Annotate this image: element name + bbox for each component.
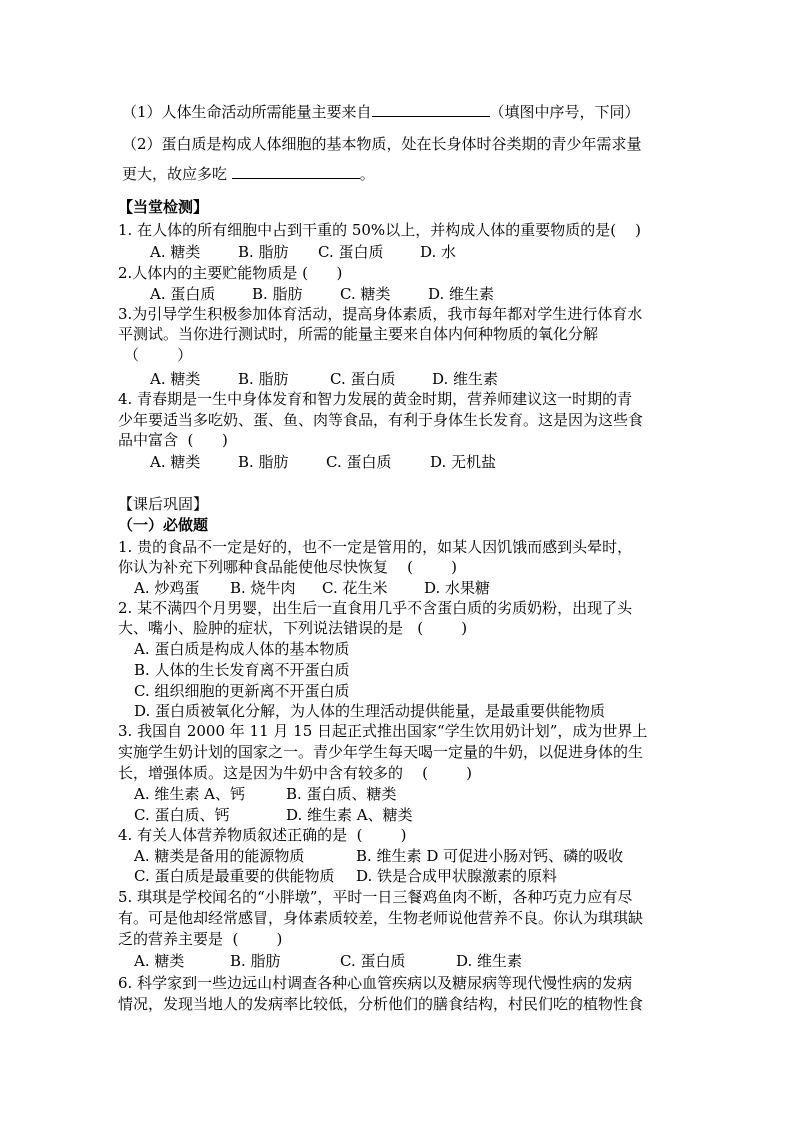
intro-q2-suffix: 。 bbox=[359, 165, 375, 183]
question-text: 实施学生奶计划的国家之一。青少年学生每天喝一定量的牛奶，以促进身体的生 bbox=[118, 743, 644, 761]
question-text: 情况，发现当地人的发病率比较低，分析他们的膳食结构，村民们吃的植物性食 bbox=[118, 995, 644, 1013]
question-text: 品中富含 ( ) bbox=[118, 431, 228, 449]
option-b: B. 蛋白质、糖类 bbox=[286, 785, 397, 803]
question-text: 大、嘴小、脸肿的症状，下列说法错误的是 ( ) bbox=[118, 619, 468, 637]
option-b: B. 脂肪 bbox=[238, 453, 289, 471]
section-heading-class-check: 【当堂检测】 bbox=[118, 198, 209, 216]
question-text: 4. 有关人体营养物质叙述正确的是 ( ) bbox=[118, 826, 407, 844]
option-d: D. 维生素 bbox=[428, 285, 495, 303]
question-text: 2. 某不满四个月男婴，出生后一直食用几乎不含蛋白质的劣质奶粉，出现了头 bbox=[118, 599, 633, 617]
question-text: 有。可是他却经常感冒，身体素质较差，生物老师说他营养不良。你认为琪琪缺 bbox=[118, 909, 644, 927]
option-c: C. 花生米 bbox=[322, 579, 388, 597]
option-b: B. 维生素 D 可促进小肠对钙、磷的吸收 bbox=[356, 847, 624, 865]
option-b: B. 烧牛肉 bbox=[230, 579, 296, 597]
answer-blank[interactable] bbox=[232, 164, 360, 179]
option-a: A. 糖类 bbox=[150, 370, 201, 388]
question-text: 平测试。当你进行测试时，所需的能量主要来自体内何种物质的氧化分解 bbox=[118, 325, 599, 343]
option-d: D. 维生素 bbox=[456, 952, 523, 970]
option-a: A. 糖类是备用的能源物质 bbox=[134, 847, 305, 865]
question-text: 1. 贵的食品不一定是好的，也不一定是管用的，如某人因饥饿而感到头晕时， bbox=[118, 538, 633, 556]
option-c: C. 蛋白质 bbox=[318, 243, 384, 261]
option-c: C. 蛋白质 bbox=[330, 370, 396, 388]
intro-q2-line2 bbox=[122, 164, 375, 184]
option-a: A. 蛋白质 bbox=[150, 285, 216, 303]
question-text: 1. 在人体的所有细胞中占到干重的 50%以上，并构成人体的重要物质的是( ) bbox=[118, 221, 641, 239]
intro-q1-text: （1）人体生命活动所需能量主要来自 bbox=[122, 103, 372, 121]
option-a: A. 炒鸡蛋 bbox=[134, 579, 200, 597]
intro-q2-text: 更大，故应多吃 bbox=[122, 165, 232, 183]
option-c: C. 蛋白质是最重要的供能物质 bbox=[134, 867, 335, 885]
section-heading-after-class: 【课后巩固】 bbox=[118, 495, 209, 513]
question-text: 3. 我国自 2000 年 11 月 15 日起正式推出国家“学生饮用奶计划”，成为世界上 bbox=[118, 722, 648, 740]
question-text: 长，增强体质。这是因为牛奶中含有较多的 ( ) bbox=[118, 764, 472, 782]
option-d: D. 维生素 A、糖类 bbox=[286, 806, 413, 824]
question-text: 6. 科学家到一些边远山村调查各种心血管疾病以及糖尿病等现代慢性病的发病 bbox=[118, 974, 633, 992]
option-a: A. 蛋白质是构成人体的基本物质 bbox=[134, 640, 350, 658]
option-b: B. 脂肪 bbox=[252, 285, 303, 303]
question-text: 5. 琪琪是学校闻名的“小胖墩”，平时一日三餐鸡鱼肉不断，各种巧克力应有尽 bbox=[118, 888, 633, 906]
option-b: B. 脂肪 bbox=[238, 370, 289, 388]
option-d: D. 蛋白质被氧化分解，为人体的生理活动提供能量，是最重要供能物质 bbox=[134, 702, 606, 720]
option-c: C. 蛋白质、钙 bbox=[134, 806, 230, 824]
question-text: （ ） bbox=[124, 346, 193, 364]
option-d: D. 水果糖 bbox=[424, 579, 491, 597]
option-b: B. 脂肪 bbox=[230, 952, 281, 970]
option-a: A. 维生素 A、钙 bbox=[134, 785, 245, 803]
question-text: 3.为引导学生积极参加体育活动，提高身体素质，我市每年都对学生进行体育水 bbox=[118, 305, 643, 323]
question-text: 你认为补充下列哪种食品能使他尽快恢复 ( ) bbox=[118, 558, 457, 576]
option-c: C. 糖类 bbox=[340, 285, 391, 303]
question-text: 2.人体内的主要贮能物质是 ( ) bbox=[118, 264, 343, 282]
intro-q2-line1: （2）蛋白质是构成人体细胞的基本物质，处在长身体时谷类期的青少年需求量 bbox=[122, 135, 642, 153]
answer-blank[interactable] bbox=[372, 102, 490, 117]
option-a: A. 糖类 bbox=[134, 952, 185, 970]
option-a: A. 糖类 bbox=[150, 453, 201, 471]
option-c: C. 组织细胞的更新离不开蛋白质 bbox=[134, 682, 350, 700]
intro-q1-suffix: （填图中序号，下同） bbox=[489, 103, 640, 121]
question-text: 乏的营养主要是 ( ) bbox=[118, 930, 283, 948]
option-b: B. 脂肪 bbox=[238, 243, 289, 261]
subheading-required: （一）必做题 bbox=[118, 516, 209, 534]
option-a: A. 糖类 bbox=[150, 243, 201, 261]
option-d: D. 维生素 bbox=[432, 370, 499, 388]
option-c: C. 蛋白质 bbox=[326, 453, 392, 471]
option-d: D. 铁是合成甲状腺激素的原料 bbox=[356, 867, 558, 885]
option-c: C. 蛋白质 bbox=[340, 952, 406, 970]
option-b: B. 人体的生长发育离不开蛋白质 bbox=[134, 661, 350, 679]
question-text: 4. 青春期是一生中身体发育和智力发展的黄金时期，营养师建议这一时期的青 bbox=[118, 390, 633, 408]
option-d: D. 无机盐 bbox=[430, 453, 497, 471]
option-d: D. 水 bbox=[420, 243, 457, 261]
intro-q1 bbox=[122, 102, 640, 122]
question-text: 少年要适当多吃奶、蛋、鱼、肉等食品，有利于身体生长发育。这是因为这些食 bbox=[118, 411, 644, 429]
